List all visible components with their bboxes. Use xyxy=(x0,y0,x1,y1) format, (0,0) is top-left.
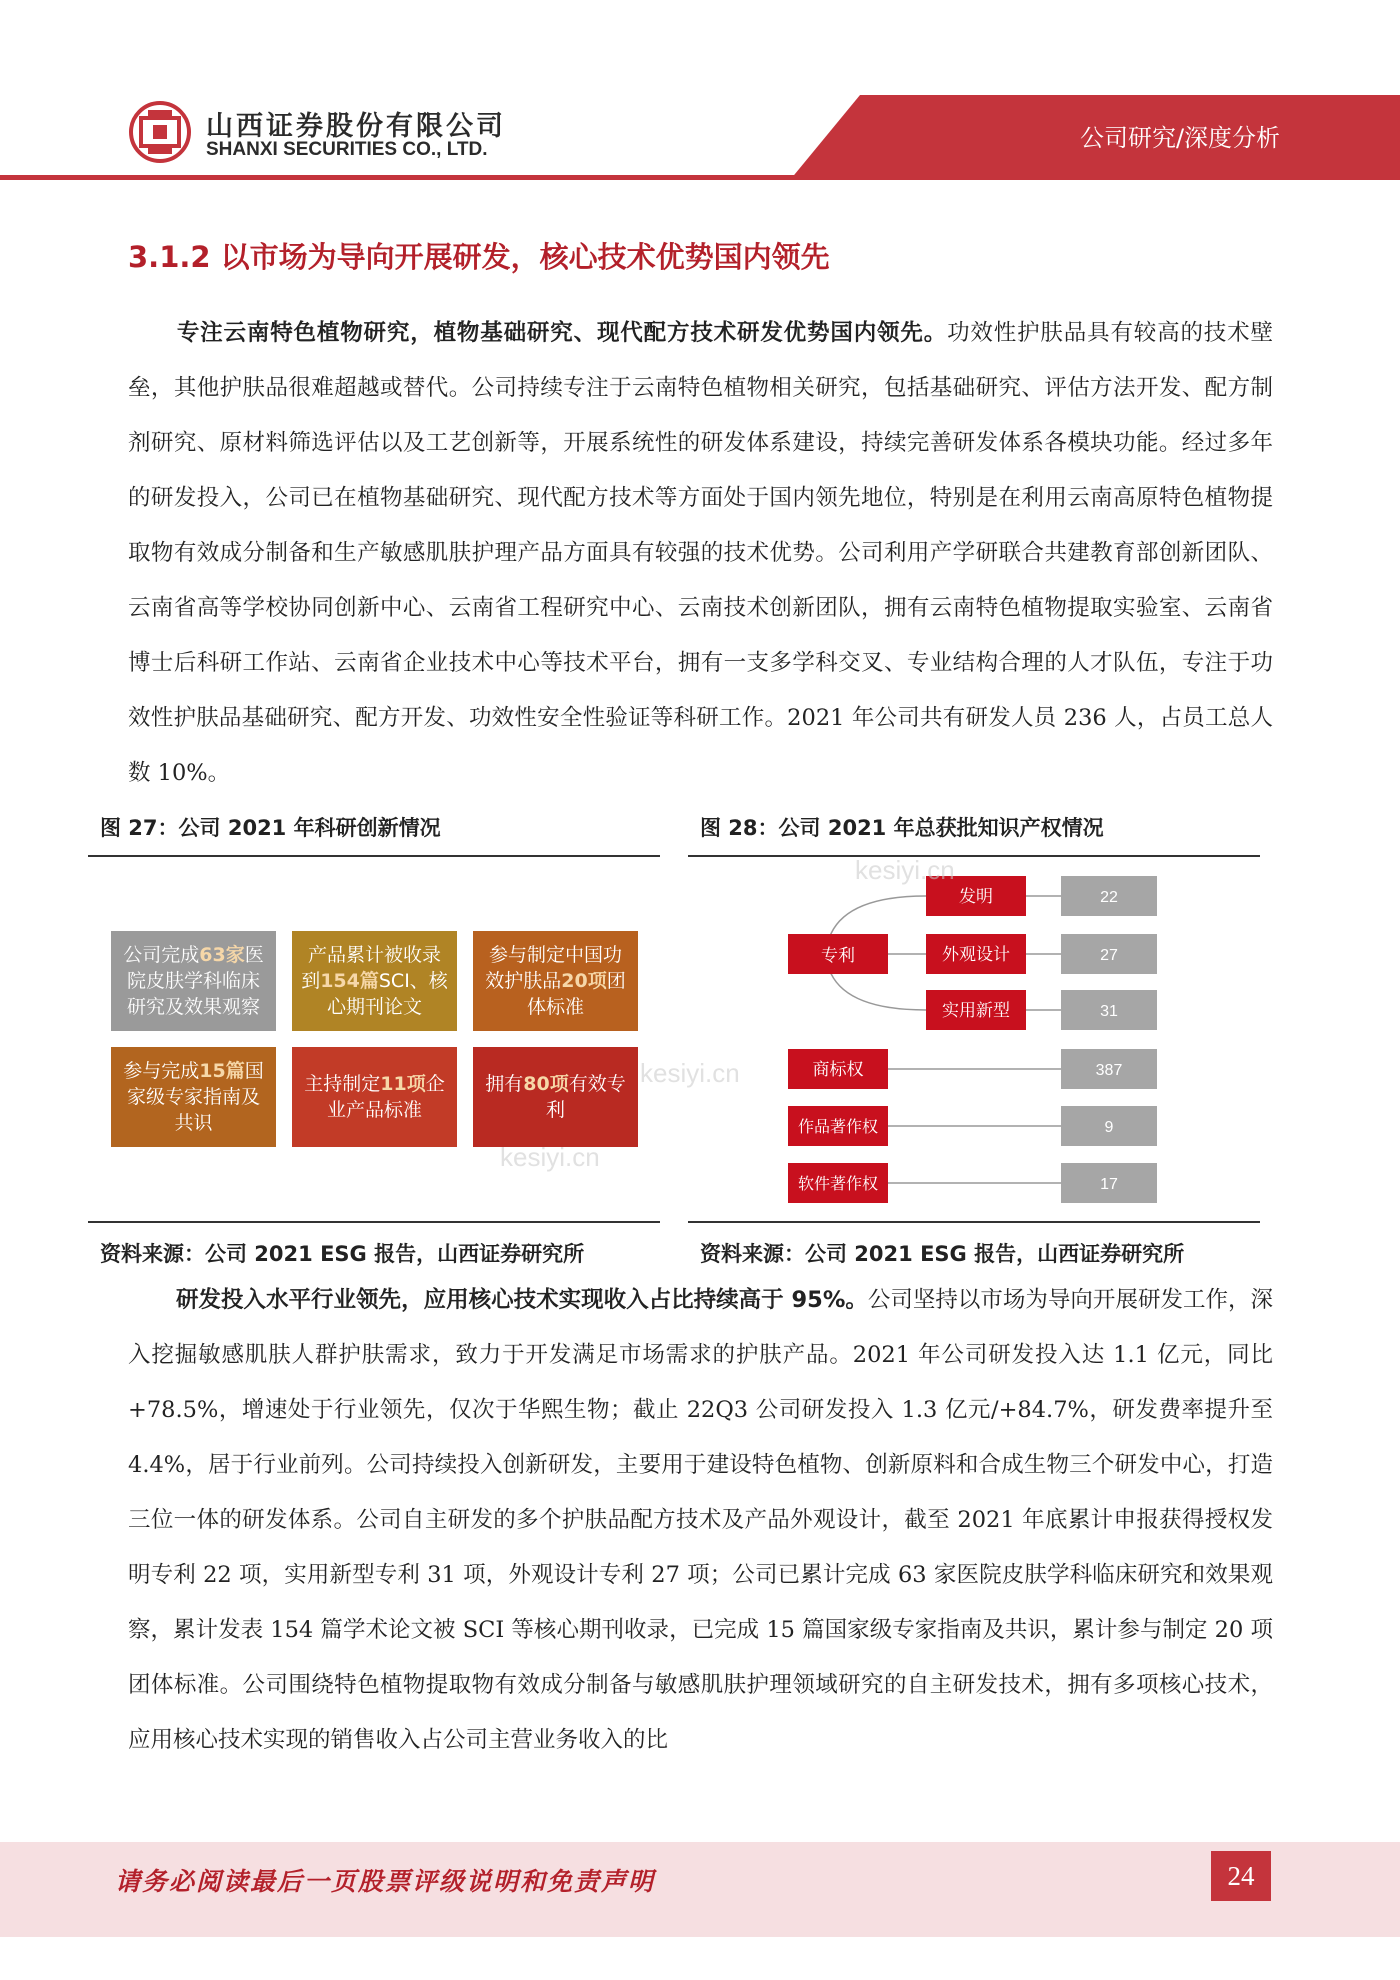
ip-node-label: 实用新型 xyxy=(942,1001,1010,1021)
ip-value: 22 xyxy=(1100,889,1118,906)
ip-node-label: 外观设计 xyxy=(942,945,1010,965)
ip-node-label: 发明 xyxy=(959,887,993,907)
company-name-cn: 山西证券股份有限公司 xyxy=(206,111,506,142)
ip-value: 387 xyxy=(1095,1062,1123,1079)
ip-node-label: 软件著作权 xyxy=(797,1174,879,1193)
ip-tree-diagram xyxy=(688,858,1260,1218)
watermark: kesiyi.cn xyxy=(500,1142,600,1172)
ip-node-label: 作品著作权 xyxy=(797,1117,879,1136)
watermark: kesiyi.cn xyxy=(855,855,955,885)
ip-node-patent-label: 专利 xyxy=(821,946,855,966)
report-type-tag: 公司研究/深度分析 xyxy=(1079,124,1281,152)
shanxi-securities-logo-icon xyxy=(128,100,192,164)
innovation-box: 拥有80项有效专利 xyxy=(473,1047,638,1147)
ip-value: 31 xyxy=(1100,1003,1118,1020)
figure-28-source: 资料来源：公司 2021 ESG 报告，山西证券研究所 xyxy=(700,1242,1185,1266)
ip-value: 9 xyxy=(1104,1119,1114,1136)
ip-value: 27 xyxy=(1100,947,1118,964)
figure-27-caption: 图 27：公司 2021 年科研创新情况 xyxy=(100,816,441,840)
disclaimer-notice: 请务必阅读最后一页股票评级说明和免责声明 xyxy=(115,1867,656,1896)
innovation-box: 参与制定中国功效护肤品20项团体标准 xyxy=(473,931,638,1031)
paragraph-body: 公司坚持以市场为导向开展研发工作，深入挖掘敏感肌肤人群护肤需求，致力于开发满足市场需求的护肤产品。2021 年公司研发投入达 1.1 亿元，同比+78.5%，增速处于行业领先，仅次于华熙生物；截止 22Q3 公司研发投入 1.3 亿元/+84.7%，研发费率提升至 4.4%，居于行业前列。公司持续投入创新研发，主要用于建设特色植物、创新原料和合成生物三个研发中心，打造三位一体的研发体系。公司自主研发的多个护肤品配方技术及产品外观设计，截至 2021 年底累计申报获得授权发明专利 22 项，实用新型专利 31 项，外观设计专利 27 项；公司已累计完成 63 家医院皮肤学科临床研究和效果观察，累计发表 154 篇学术论文被 SCI 等核心期刊收录，已完成 15 篇国家级专家指南及共识，累计参与制定 20 项团体标准。公司围绕特色植物提取物有效成分制备与敏感肌肤护理领域研究的自主研发技术，拥有多项核心技术，应用核心技术实现的销售收入占公司主营业务收入的比 xyxy=(128,1287,1273,1753)
figure-28-top-rule xyxy=(688,855,1260,857)
figure-27-bottom-rule xyxy=(88,1221,660,1223)
innovation-box: 参与完成15篇国家级专家指南及共识 xyxy=(111,1047,276,1147)
ip-node-label: 商标权 xyxy=(812,1060,864,1080)
figure-27-source: 资料来源：公司 2021 ESG 报告，山西证券研究所 xyxy=(100,1242,585,1266)
paragraph-lead: 专注云南特色植物研究，植物基础研究、现代配方技术研发优势国内领先。 xyxy=(176,320,948,346)
innovation-box: 公司完成63家医院皮肤学科临床研究及效果观察 xyxy=(111,931,276,1031)
figure-28-bottom-rule xyxy=(688,1221,1260,1223)
innovation-box: 产品累计被收录到154篇SCI、核心期刊论文 xyxy=(292,931,457,1031)
section-title: 3.1.2 以市场为导向开展研发，核心技术优势国内领先 xyxy=(128,240,830,274)
page-number: 24 xyxy=(1211,1851,1271,1901)
paragraph-lead: 研发投入水平行业领先，应用核心技术实现收入占比持续高于 95%。 xyxy=(176,1287,868,1313)
ip-value: 17 xyxy=(1100,1176,1118,1193)
figure-28-caption: 图 28：公司 2021 年总获批知识产权情况 xyxy=(700,816,1104,840)
watermark: kesiyi.cn xyxy=(640,1058,740,1088)
paragraph-body: 功效性护肤品具有较高的技术壁垒，其他护肤品很难超越或替代。公司持续专注于云南特色植物相关研究，包括基础研究、评估方法开发、配方制剂研究、原材料筛选评估以及工艺创新等，开展系统性的研发体系建设，持续完善研发体系各模块功能。经过多年的研发投入，公司已在植物基础研究、现代配方技术等方面处于国内领先地位，特别是在利用云南高原特色植物提取物有效成分制备和生产敏感肌肤护理产品方面具有较强的技术优势。公司利用产学研联合共建教育部创新团队、云南省高等学校协同创新中心、云南省工程研究中心、云南技术创新团队，拥有云南特色植物提取实验室、云南省博士后科研工作站、云南省企业技术中心等技术平台，拥有一支多学科交叉、专业结构合理的人才队伍，专注于功效性护肤品基础研究、配方开发、功效性安全性验证等科研工作。2021 年公司共有研发人员 236 人，占员工总人数 10%。 xyxy=(128,320,1273,786)
paragraph-rd-investment xyxy=(128,1273,1273,1768)
company-name-en: SHANXI SECURITIES CO., LTD. xyxy=(206,139,488,160)
figure-27-top-rule xyxy=(88,855,660,857)
paragraph-rd-focus xyxy=(128,306,1273,801)
page-header xyxy=(0,0,1400,180)
innovation-box: 主持制定11项企业产品标准 xyxy=(292,1047,457,1147)
